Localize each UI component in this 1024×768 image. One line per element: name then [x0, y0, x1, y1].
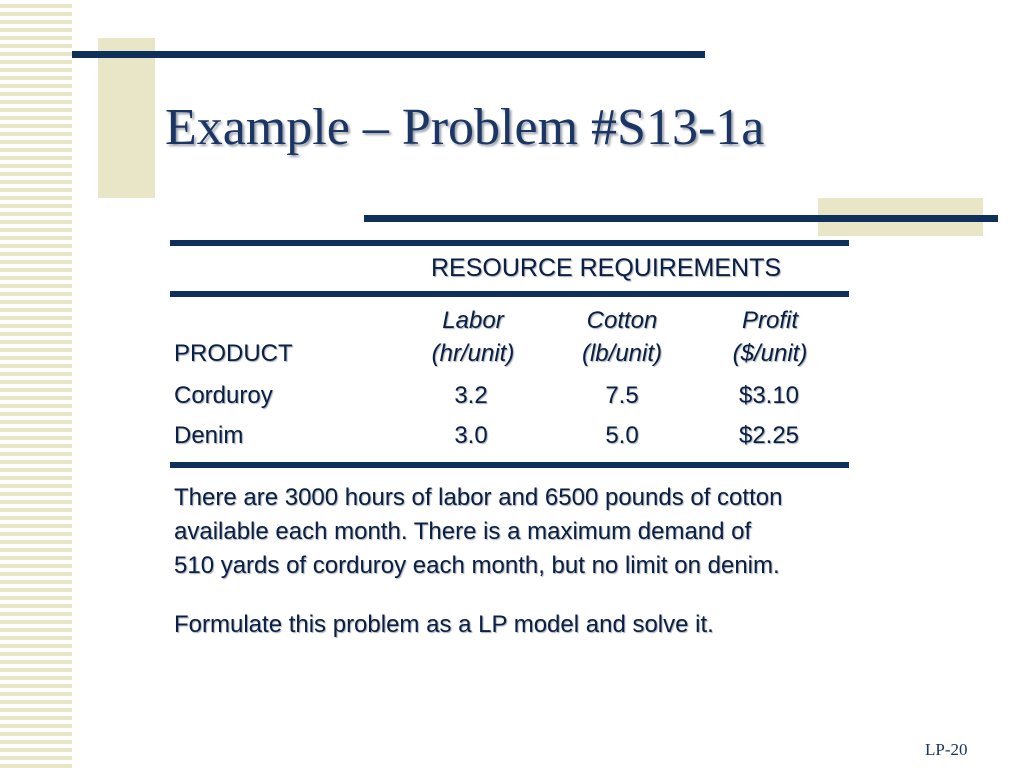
row-corduroy-product: Corduroy — [174, 382, 273, 409]
table-rule-header — [170, 291, 849, 297]
column-unit-profit: ($/unit) — [732, 340, 808, 367]
decorative-bar-right — [364, 215, 998, 222]
row-corduroy-labor: 3.2 — [454, 382, 488, 409]
row-corduroy-profit: $3.10 — [738, 382, 800, 409]
problem-description-line-1: There are 3000 hours of labor and 6500 pounds of cotton — [174, 484, 783, 511]
row-denim-cotton: 5.0 — [605, 422, 639, 449]
decorative-stripes — [0, 0, 72, 768]
column-unit-labor: (hr/unit) — [431, 340, 515, 367]
row-denim-product: Denim — [174, 422, 244, 449]
row-denim-labor: 3.0 — [454, 422, 488, 449]
table-rule-bottom — [170, 462, 849, 468]
slide-title: Example – Problem #S13-1a — [165, 99, 765, 156]
column-unit-cotton: (lb/unit) — [581, 340, 663, 367]
table-rule-top — [170, 240, 849, 246]
resource-requirements-header: RESOURCE REQUIREMENTS — [431, 254, 782, 282]
problem-description-line-2: available each month. There is a maximum demand of — [174, 518, 752, 545]
column-header-product: PRODUCT — [174, 340, 293, 367]
column-header-profit: Profit — [741, 307, 799, 334]
problem-instruction: Formulate this problem as a LP model and solve it. — [174, 611, 714, 638]
decorative-bar-top — [72, 51, 705, 58]
decorative-block-left — [98, 38, 155, 198]
row-denim-profit: $2.25 — [738, 422, 800, 449]
problem-description-line-3: 510 yards of corduroy each month, but no limit on denim. — [174, 552, 780, 579]
row-corduroy-cotton: 7.5 — [605, 382, 639, 409]
column-header-labor: Labor — [442, 307, 504, 334]
page-number: LP-20 — [925, 740, 968, 759]
column-header-cotton: Cotton — [586, 307, 658, 334]
